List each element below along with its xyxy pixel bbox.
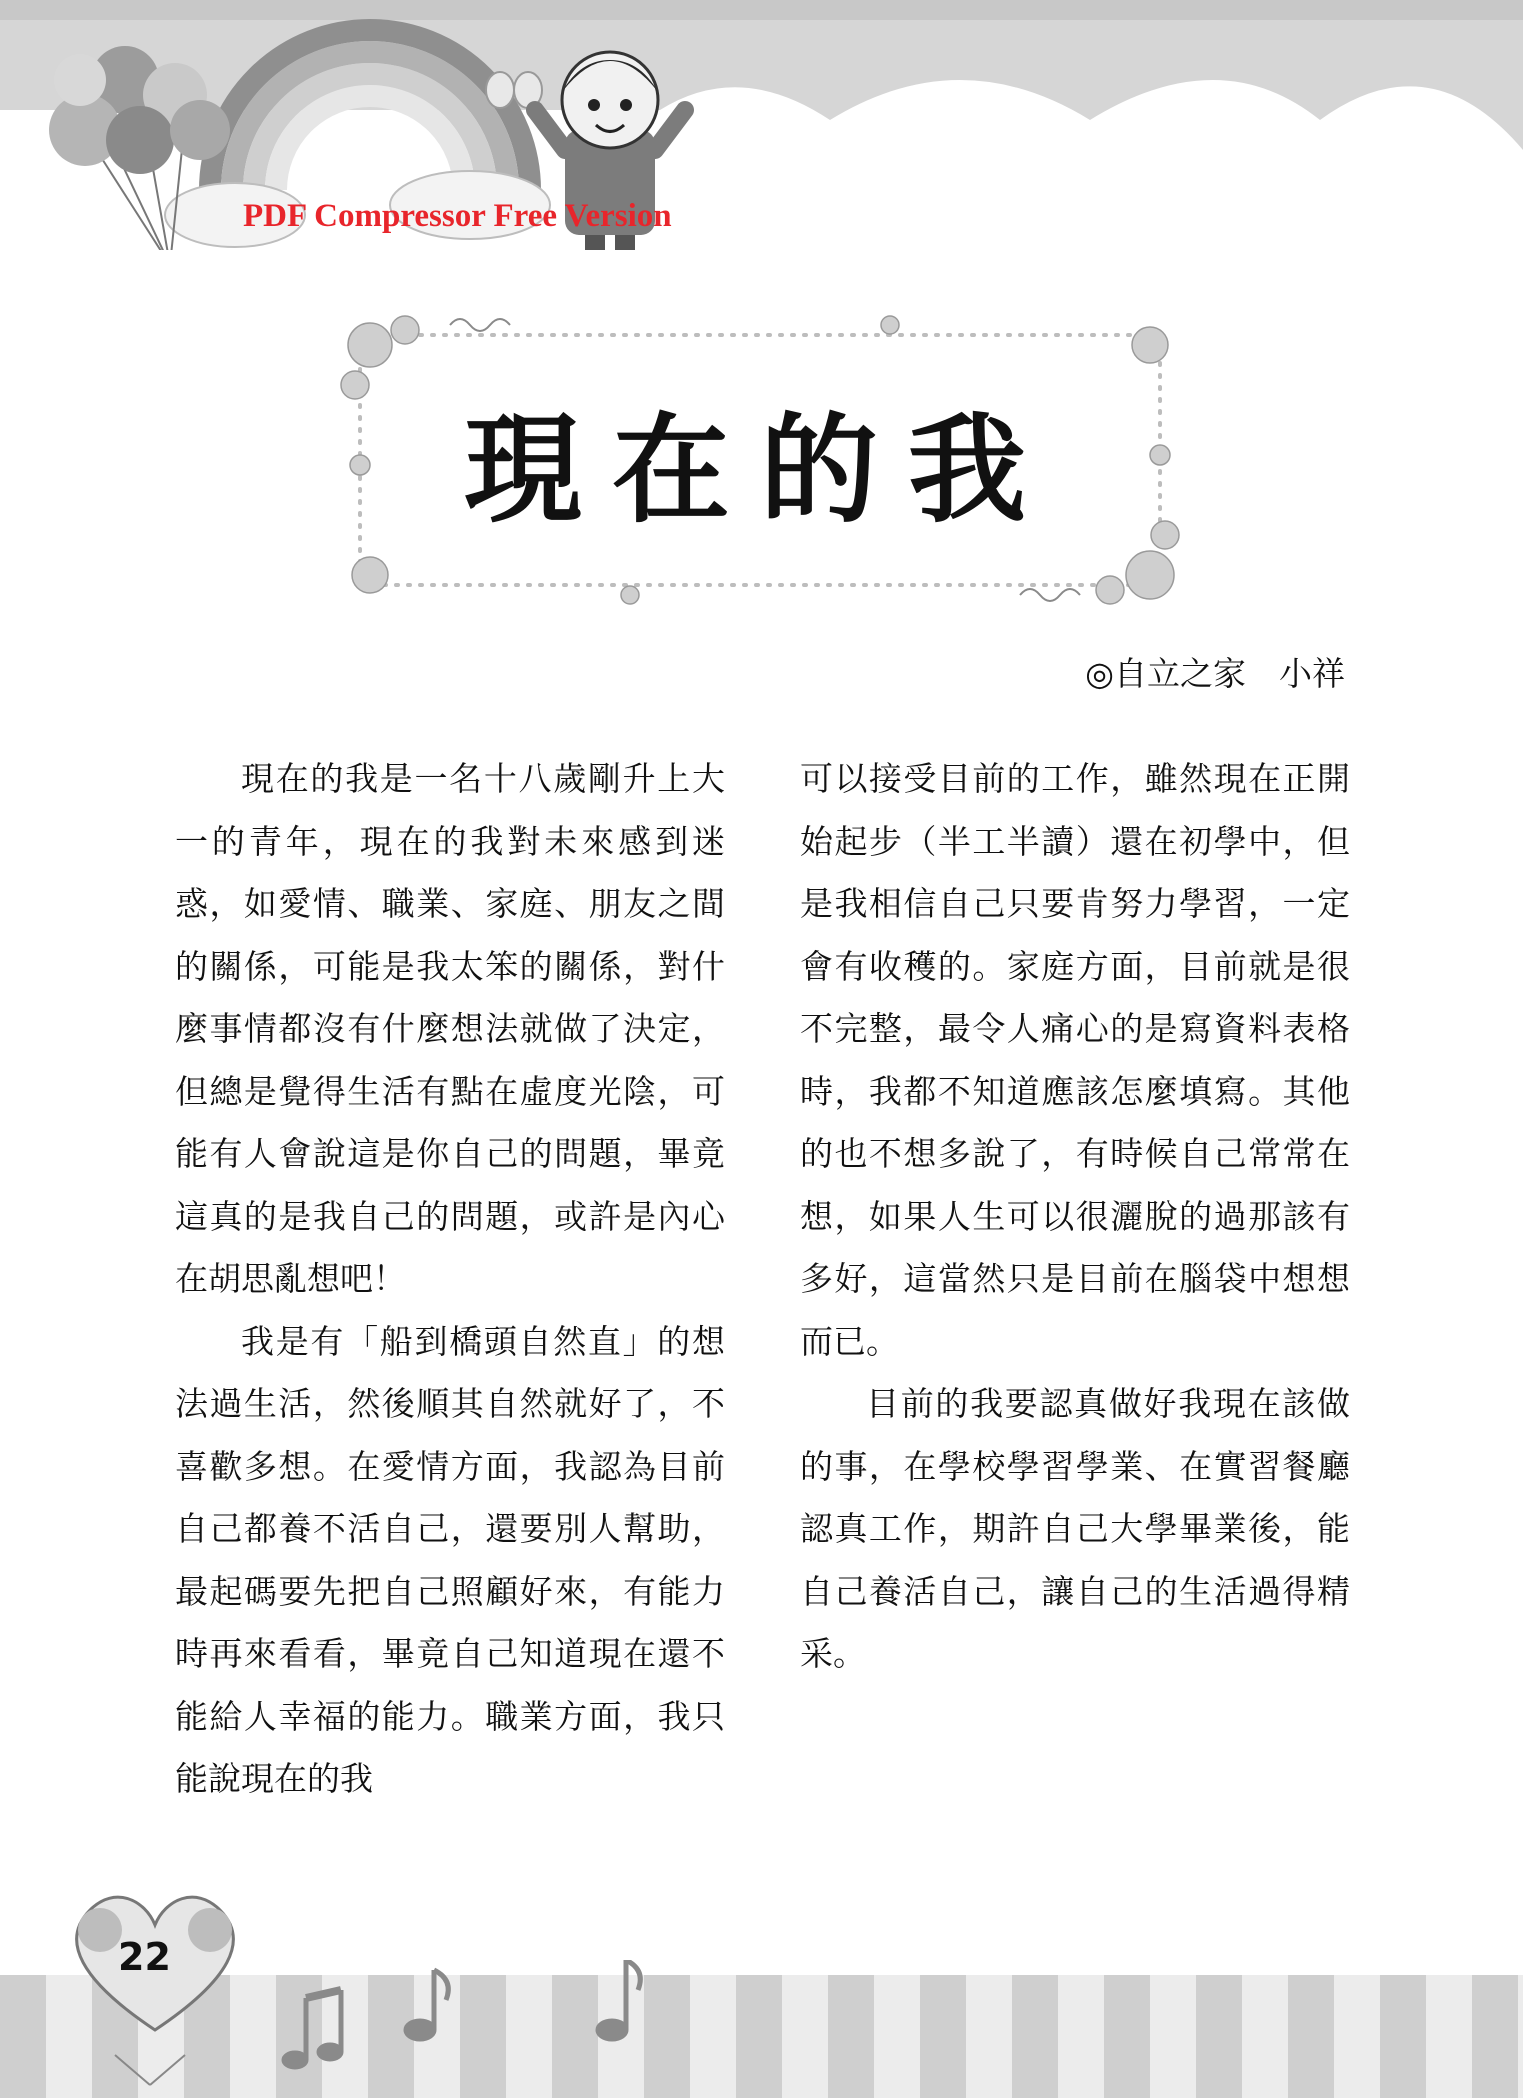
paragraph: 現在的我是一名十八歲剛升上大一的青年，現在的我對未來感到迷惑，如愛情、職業、家庭、朋友之間的關係，可能是我太笨的關係，對什麼事情都沒有什麼想法就做了決定，但總是覺得生活有點在虛度光陰，可能有人會說這是你自己的問題，畢竟這真的是我自己的問題，或許是內心在胡思亂想吧！ — [175, 759, 725, 1298]
article-column-left — [175, 748, 725, 1811]
paragraph: 目前的我要認真做好我現在該做的事，在學校學習學業、在實習餐廳認真工作，期許自己大學畢業後，能自己養活自己，讓自己的生活過得精采。 — [800, 1384, 1350, 1673]
article-column-right — [800, 748, 1350, 1686]
paragraph: 我是有「船到橋頭自然直」的想法過生活，然後順其自然就好了，不喜歡多想。在愛情方面，我認為目前自己都養不活自己，還要別人幫助，最起碼要先把自己照顧好來，有能力時再來看看，畢竟自己知道現在還不能給人幸福的能力。職業方面，我只能說現在的我 — [175, 1321, 725, 1798]
header-decoration — [0, 0, 1523, 250]
watermark-text: PDF Compressor Free Version — [243, 198, 672, 234]
page-title: 現在的我 — [463, 401, 1056, 539]
paragraph: 可以接受目前的工作，雖然現在正開始起步（半工半讀）還在初學中，但是我相信自己只要肯努力學習，一定會有收穫的。家庭方面，目前就是很不完整，最令人痛心的是寫資料表格時，我都不知道應該怎麼填寫。其他的也不想多說了，有時候自己常常在想，如果人生可以很灑脫的過那該有多好，這當然只是目前在腦袋中想想而已。 — [800, 759, 1350, 1361]
author-byline: ◎自立之家 小祥 — [1085, 654, 1345, 693]
page-number: 22 — [118, 1935, 171, 1979]
